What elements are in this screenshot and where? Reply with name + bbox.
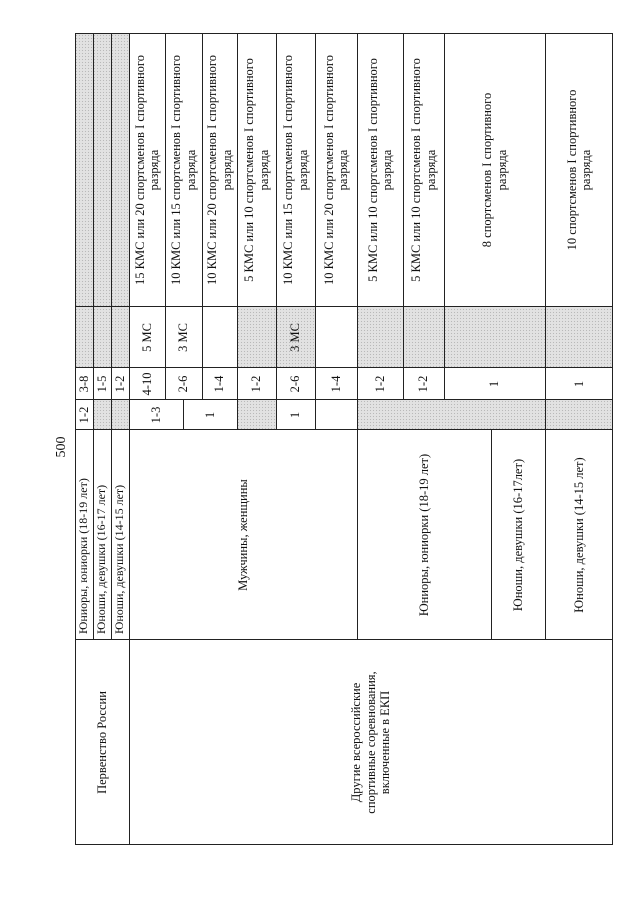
top-cell: 4-10 [139, 372, 154, 396]
table-border [75, 33, 76, 845]
top-cell: 2-6 [176, 375, 191, 393]
requirement-cell: 8 спортсменов I спортивного разряда [480, 92, 509, 248]
top-cell: 2-6 [288, 375, 303, 393]
table-border [129, 33, 130, 845]
top-cell: 1-5 [94, 375, 109, 393]
table-border [75, 429, 613, 430]
table-border [491, 430, 492, 640]
top-cell: 1 [571, 380, 586, 388]
table-border [315, 33, 316, 430]
age-group-cell: Юноши, девушки (16-17лет) [510, 458, 525, 612]
requirement-cell: 10 КМС или 15 спортсменов I спортивного разряда [169, 55, 198, 285]
table-border [93, 33, 94, 640]
shaded-cell [357, 307, 613, 368]
competition-cell: Другие всероссийские спортивные соревнования, включенные в ЕКП [349, 671, 393, 814]
top-cell: 1-2 [249, 375, 264, 393]
ms-cell: 5 МС [139, 323, 154, 352]
table-border [612, 33, 613, 845]
table-border [276, 33, 277, 430]
top-cell: 1-2 [416, 375, 431, 393]
age-group-cell: Юноши, девушки (14-15 лет) [112, 484, 127, 634]
ms-cell: 3 МС [176, 323, 191, 352]
age-group-cell: Юниоры, юниорки (18-19 лет) [76, 478, 91, 634]
top-cell: 3-8 [76, 375, 91, 393]
places-cell: 1-2 [76, 406, 91, 424]
table-border [444, 33, 445, 400]
age-group-cell: Юноши, девушки (14-15 лет) [571, 457, 586, 613]
requirement-cell: 5 КМС или 10 спортсменов I спортивного разряда [242, 58, 271, 282]
shaded-cell [237, 400, 277, 430]
table-border [403, 33, 404, 400]
age-group-cell: Юноши, девушки (16-17 лет) [94, 484, 109, 634]
top-cell: 1 [487, 380, 502, 388]
table-border [75, 844, 613, 845]
rotated-table [75, 33, 613, 845]
places-cell: 1 [202, 411, 217, 419]
top-cell: 1-2 [112, 375, 127, 393]
requirement-cell: 5 КМС или 10 спортсменов I спортивного разряда [409, 58, 438, 282]
requirement-cell: 10 КМС или 20 спортсменов I спортивного разряда [321, 55, 350, 285]
table-border [183, 400, 184, 430]
requirement-cell: 10 КМС или 15 спортсменов I спортивного разряда [281, 55, 310, 285]
table-border [357, 33, 358, 640]
places-cell: 1-3 [148, 406, 163, 424]
table-border [75, 33, 613, 34]
table-border [165, 33, 166, 400]
table-border [75, 367, 613, 368]
requirement-cell: 10 КМС или 20 спортсменов I спортивного разряда [205, 55, 234, 285]
places-cell [315, 400, 357, 430]
top-cell: 1-4 [328, 375, 343, 393]
table-border [111, 33, 112, 640]
requirement-cell: 5 КМС или 10 спортсменов I спортивного разряда [365, 58, 394, 282]
age-group-cell: Мужчины, женщины [235, 479, 250, 591]
table-border [75, 399, 613, 400]
requirement-cell: 10 спортсменов I спортивного разряда [564, 89, 593, 251]
table-border [545, 33, 546, 640]
page-number: 500 [54, 436, 69, 458]
shaded-cell [75, 33, 129, 307]
table-border [75, 639, 613, 640]
requirement-cell: 15 КМС или 20 спортсменов I спортивного разряда [132, 55, 161, 285]
competition-cell: Первенство России [94, 691, 109, 794]
age-group-cell: Юниоры, юниорки (18-19 лет) [416, 453, 431, 617]
shaded-cell [357, 400, 613, 430]
ms-cell: 3 МС [288, 323, 303, 352]
places-cell: 1 [288, 411, 303, 419]
top-cell: 1-2 [372, 375, 387, 393]
shaded-cell [75, 307, 129, 368]
table-border [202, 33, 203, 400]
table-border [75, 306, 613, 307]
table-border [237, 33, 238, 430]
top-cell: 1-4 [212, 375, 227, 393]
